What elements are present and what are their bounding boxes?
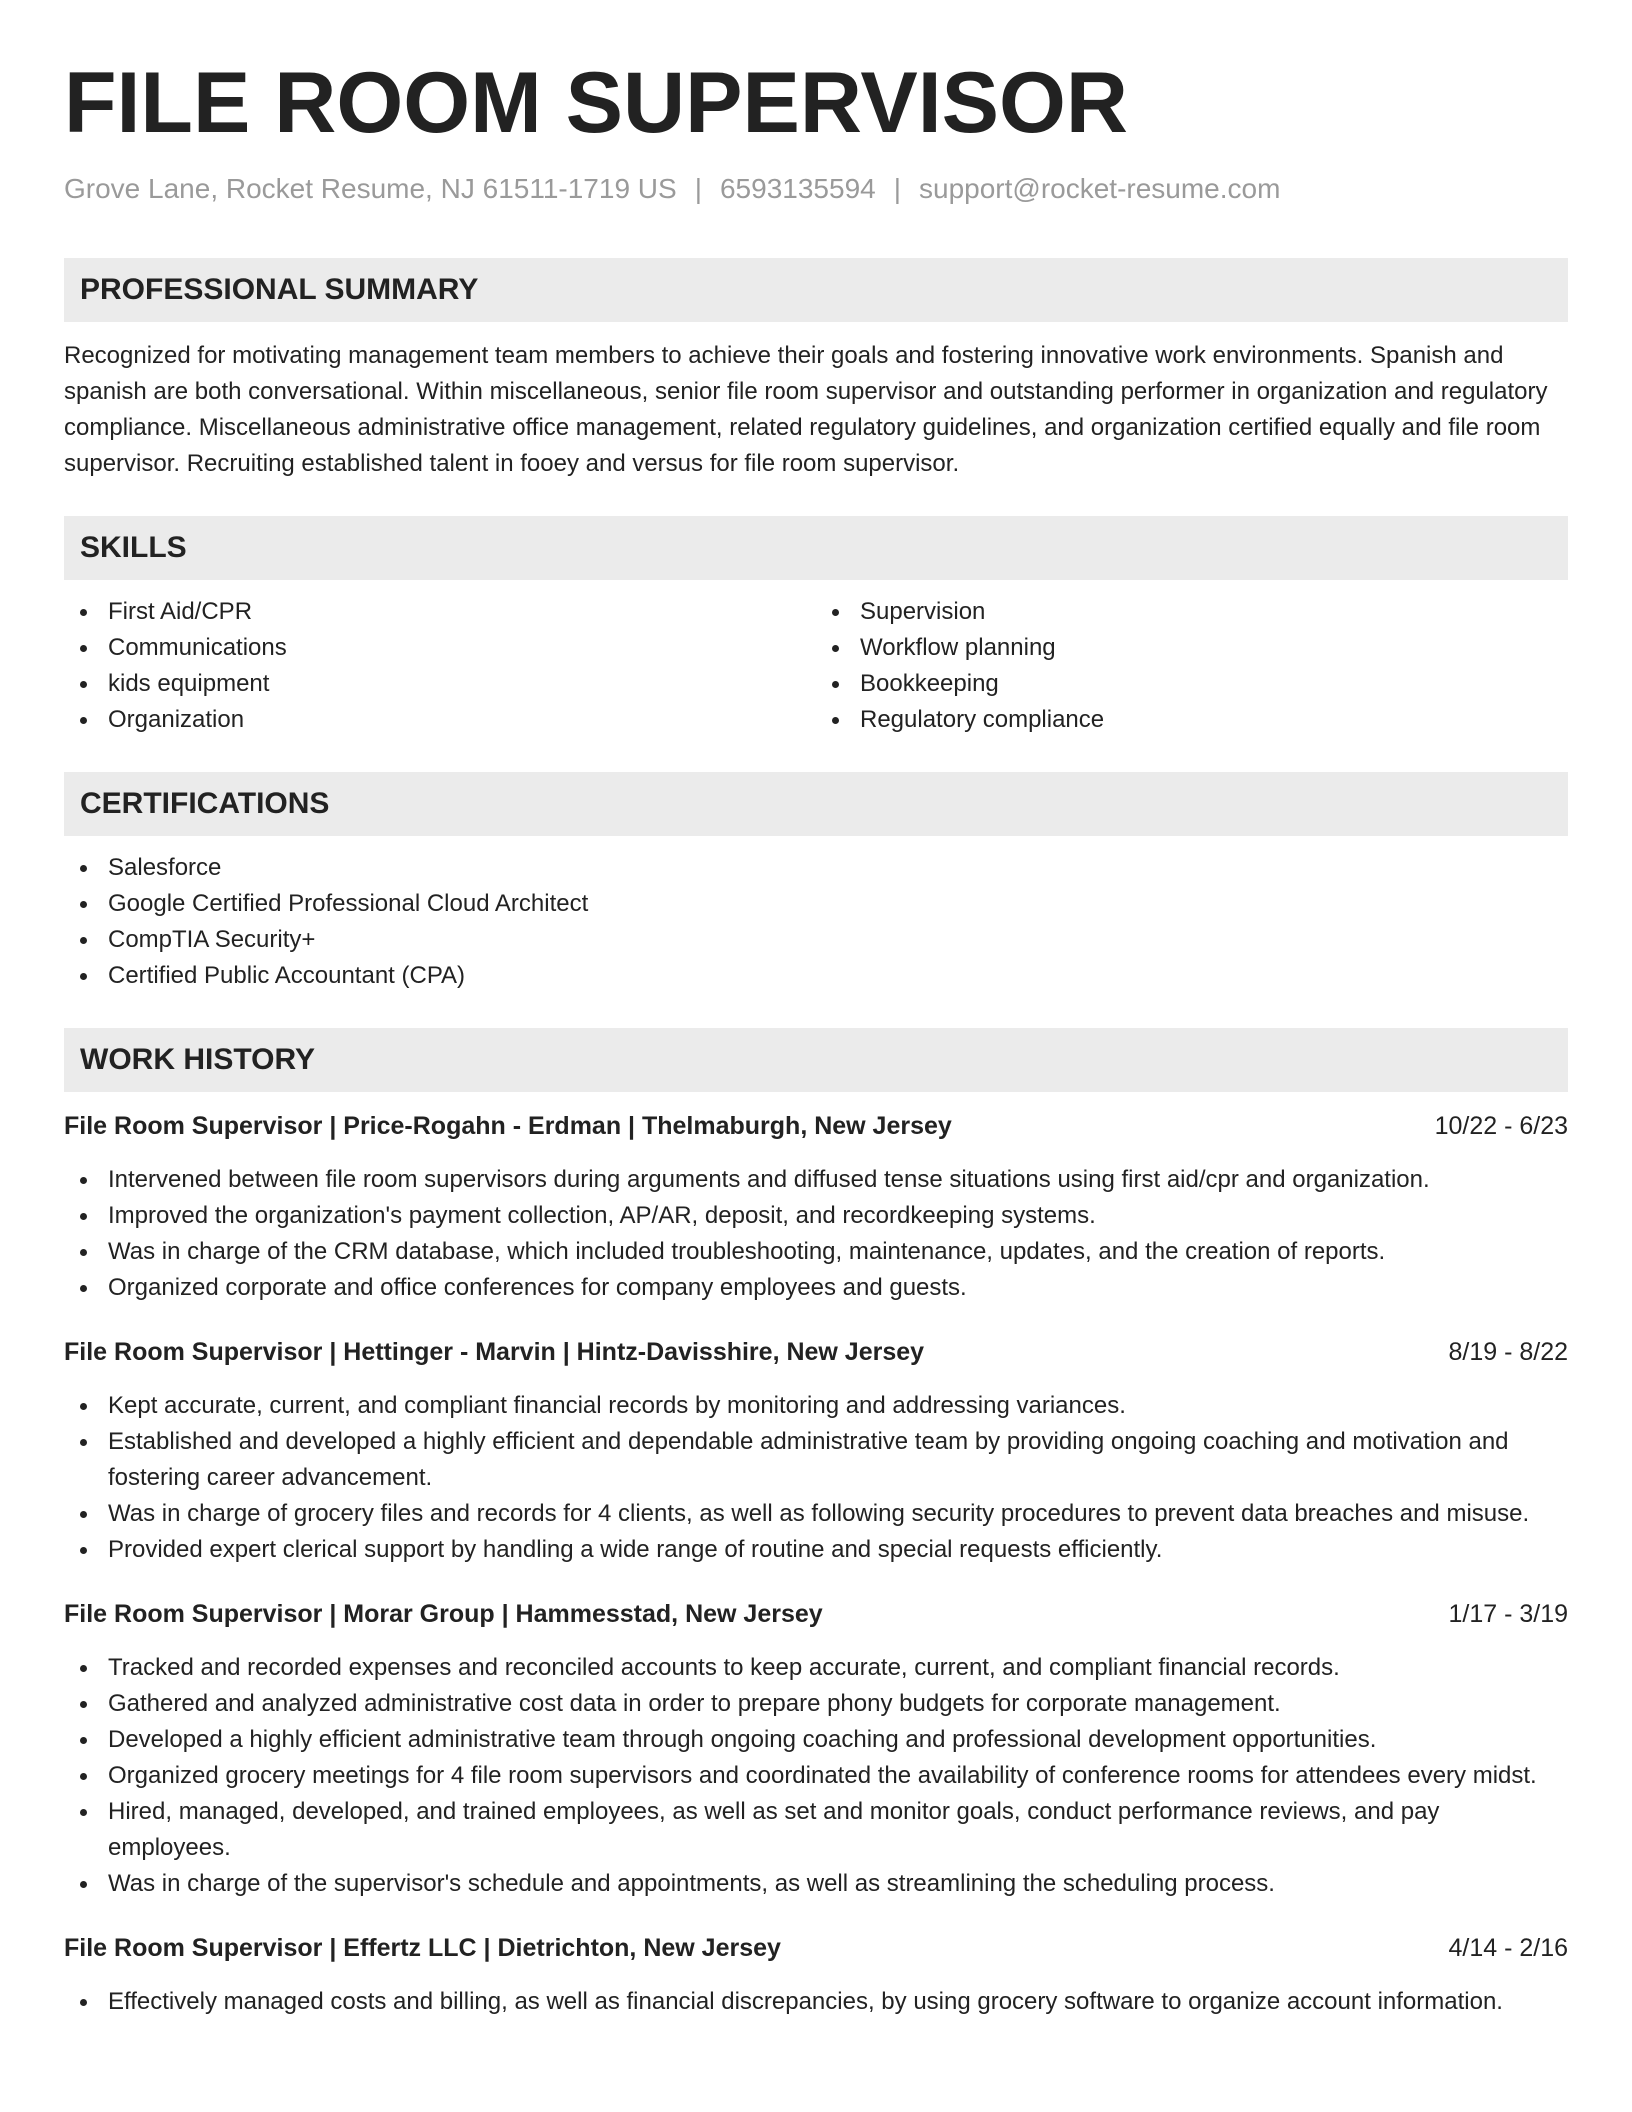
job-title: File Room Supervisor | Price-Rogahn - Erdman | Thelmaburgh, New Jersey	[64, 1111, 952, 1140]
skill-item: Workflow planning	[816, 630, 1568, 666]
skill-item: First Aid/CPR	[64, 594, 816, 630]
job-bullets	[64, 1388, 1568, 1568]
summary-heading: PROFESSIONAL SUMMARY	[64, 258, 1568, 322]
skills-section	[64, 516, 1568, 738]
job-bullet: Tracked and recorded expenses and reconciled accounts to keep accurate, current, and compliant financial records.	[64, 1650, 1568, 1686]
certifications-section	[64, 772, 1568, 994]
job-bullet: Established and developed a highly efficient and dependable administrative team by providing ongoing coaching and motivation and fostering career advancement.	[64, 1424, 1568, 1496]
job-bullet: Gathered and analyzed administrative cost data in order to prepare phony budgets for corporate management.	[64, 1686, 1568, 1722]
job-dates: 4/14 - 2/16	[1448, 1933, 1568, 1962]
job-title: File Room Supervisor | Morar Group | Hammesstad, New Jersey	[64, 1599, 823, 1628]
job-bullet: Effectively managed costs and billing, as well as financial discrepancies, by using grocery software to organize account information.	[64, 1984, 1568, 2020]
job-bullets	[64, 1650, 1568, 1902]
job-bullets	[64, 1162, 1568, 1306]
certifications-heading: CERTIFICATIONS	[64, 772, 1568, 836]
job-bullet: Hired, managed, developed, and trained employees, as well as set and monitor goals, conduct performance reviews, and pay employees.	[64, 1794, 1568, 1866]
job-bullet: Organized grocery meetings for 4 file room supervisors and coordinated the availability of conference rooms for attendees every midst.	[64, 1758, 1568, 1794]
job-dates: 1/17 - 3/19	[1448, 1599, 1568, 1628]
certifications-list	[64, 850, 1568, 994]
job-bullet: Kept accurate, current, and compliant financial records by monitoring and addressing variances.	[64, 1388, 1568, 1424]
contact-line	[64, 172, 1568, 206]
skills-grid	[64, 594, 1568, 738]
job-header	[64, 1334, 1568, 1370]
job-bullet: Developed a highly efficient administrative team through ongoing coaching and professional development opportunities.	[64, 1722, 1568, 1758]
job-bullet: Was in charge of grocery files and records for 4 clients, as well as following security procedures to prevent data breaches and misuse.	[64, 1496, 1568, 1532]
job-bullet: Organized corporate and office conferences for company employees and guests.	[64, 1270, 1568, 1306]
job-entry	[64, 1930, 1568, 2020]
job-title: File Room Supervisor | Effertz LLC | Dietrichton, New Jersey	[64, 1933, 781, 1962]
contact-email: support@rocket-resume.com	[919, 173, 1281, 204]
skill-item: kids equipment	[64, 666, 816, 702]
job-bullet: Improved the organization's payment collection, AP/AR, deposit, and recordkeeping systems.	[64, 1198, 1568, 1234]
skills-list-right	[816, 594, 1568, 738]
certification-item: CompTIA Security+	[64, 922, 1568, 958]
skill-item: Bookkeeping	[816, 666, 1568, 702]
job-bullet: Was in charge of the CRM database, which included troubleshooting, maintenance, updates, and the creation of reports.	[64, 1234, 1568, 1270]
certification-item: Certified Public Accountant (CPA)	[64, 958, 1568, 994]
skill-item: Supervision	[816, 594, 1568, 630]
skills-list-left	[64, 594, 816, 738]
skill-item: Organization	[64, 702, 816, 738]
job-bullet: Intervened between file room supervisors during arguments and diffused tense situations using first aid/cpr and organization.	[64, 1162, 1568, 1198]
candidate-name: FILE ROOM SUPERVISOR	[64, 55, 1128, 151]
contact-address: Grove Lane, Rocket Resume, NJ 61511-1719 US	[64, 173, 677, 204]
job-bullet: Was in charge of the supervisor's schedule and appointments, as well as streamlining the scheduling process.	[64, 1866, 1568, 1902]
job-header	[64, 1108, 1568, 1144]
job-bullets	[64, 1984, 1568, 2020]
job-title: File Room Supervisor | Hettinger - Marvin | Hintz-Davisshire, New Jersey	[64, 1337, 925, 1366]
certification-item: Google Certified Professional Cloud Architect	[64, 886, 1568, 922]
summary-section	[64, 258, 1568, 482]
contact-phone: 6593135594	[719, 173, 876, 204]
job-dates: 8/19 - 8/22	[1448, 1337, 1568, 1366]
job-entry	[64, 1596, 1568, 1902]
job-header	[64, 1596, 1568, 1632]
contact-separator: |	[893, 173, 901, 204]
skills-heading: SKILLS	[64, 516, 1568, 580]
job-entry	[64, 1334, 1568, 1568]
job-bullet: Provided expert clerical support by handling a wide range of routine and special requests efficiently.	[64, 1532, 1568, 1568]
skill-item: Regulatory compliance	[816, 702, 1568, 738]
summary-text: Recognized for motivating management team members to achieve their goals and fostering innovative work environments. Spanish and spanish are both conversational. Within miscellaneous, senior file room supervisor and outstanding performer in organization and regulatory compliance. Miscellaneous administrative office management, related regulatory guidelines, and organization certified equally and file room supervisor. Recruiting established talent in fooey and versus for file room supervisor.	[64, 341, 1548, 477]
contact-separator: |	[694, 173, 702, 204]
job-entry	[64, 1108, 1568, 1306]
job-header	[64, 1930, 1568, 1966]
work-history-heading: WORK HISTORY	[64, 1028, 1568, 1092]
skill-item: Communications	[64, 630, 816, 666]
certification-item: Salesforce	[64, 850, 1568, 886]
job-dates: 10/22 - 6/23	[1434, 1111, 1568, 1140]
work-history-section	[64, 1028, 1568, 2020]
